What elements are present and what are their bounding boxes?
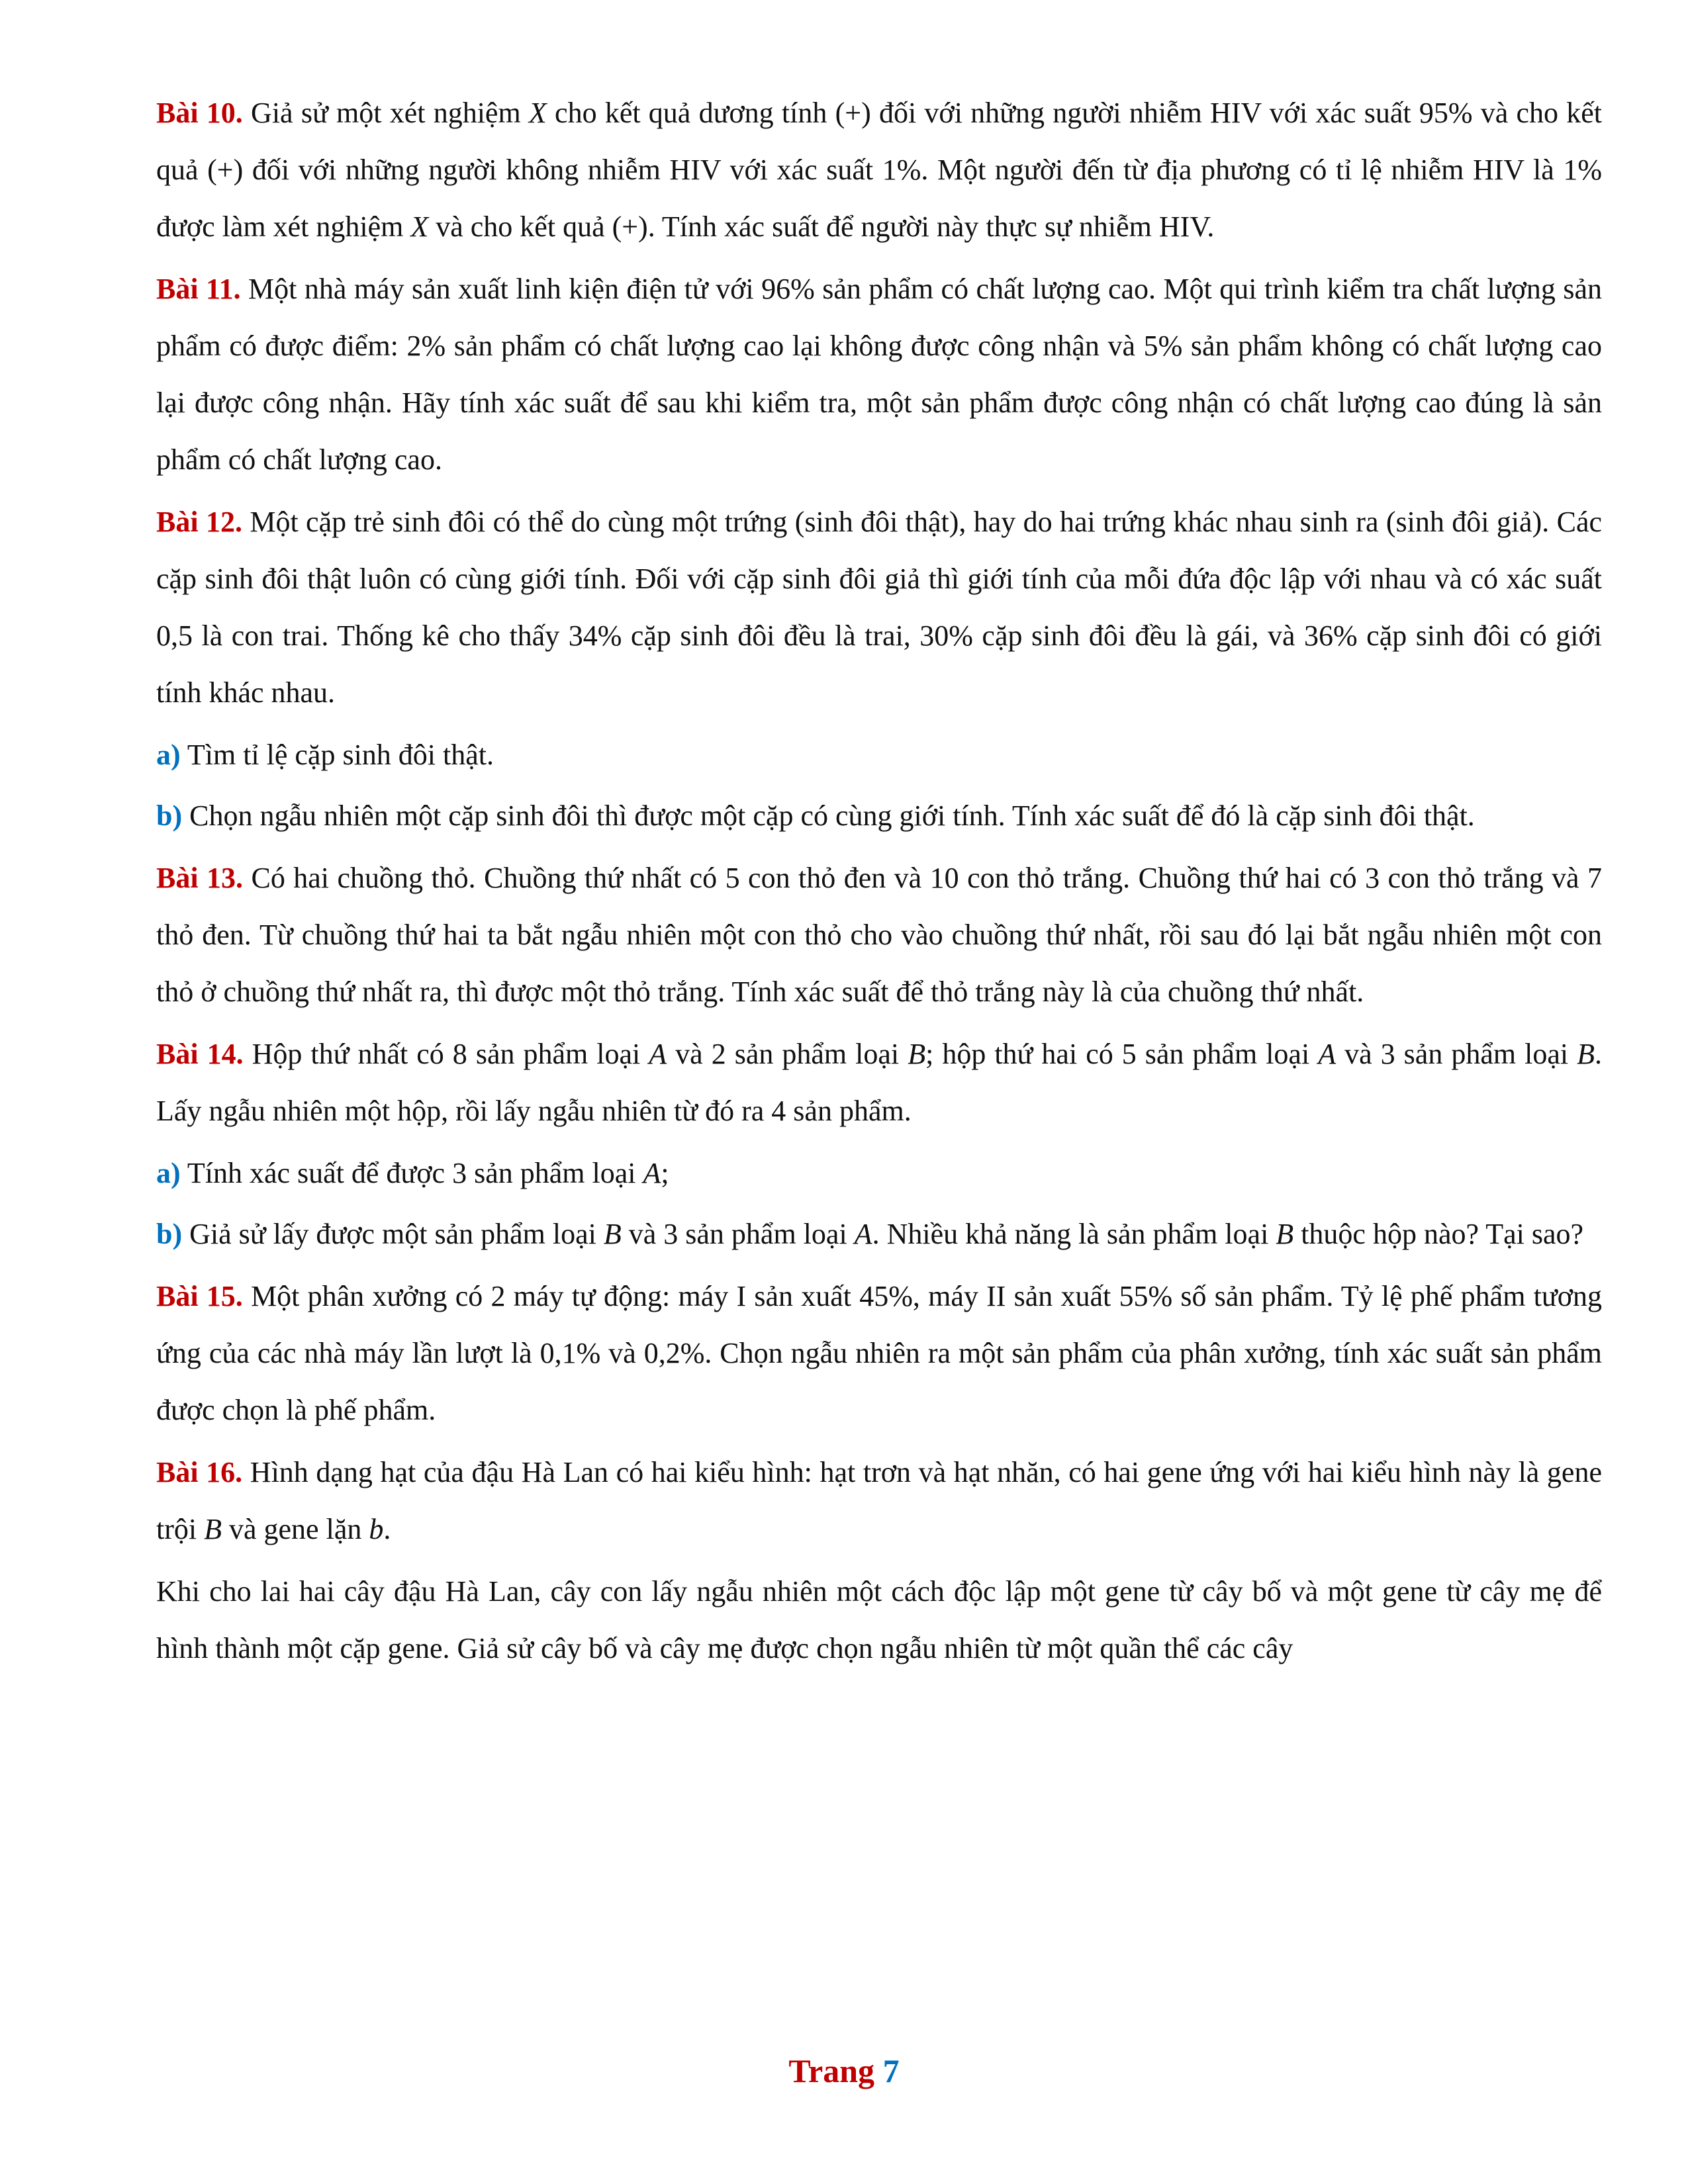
problem-15	[156, 1268, 1602, 1439]
footer-page-label: Trang	[788, 2052, 875, 2089]
problem-14-a-label: a)	[156, 1157, 181, 1189]
problem-12-text: Một cặp trẻ sinh đôi có thể do cùng một trứng (sinh đôi thật), hay do hai trứng khác nhau sinh ra (sinh đôi giả). Các cặp sinh đôi thật luôn có cùng giới tính. Đối với cặp sinh đôi giả thì giới tính của mỗi đứa độc lập với nhau và có xác suất 0,5 là con trai. Thống kê cho thấy 34% cặp sinh đôi đều là trai, 30% cặp sinh đôi đều là gái, và 36% cặp sinh đôi có giới tính khác nhau.	[156, 506, 1603, 709]
problem-14-text-5: . Lấy ngẫu nhiên một hộp, rồi lấy ngẫu nhiên từ đó ra 4 sản phẩm.	[156, 1038, 1603, 1127]
problem-14-b-label: b)	[156, 1218, 183, 1250]
footer-page-number: 7	[882, 2052, 900, 2089]
problem-16-text-1: Hình dạng hạt của đậu Hà Lan có hai kiểu hình: hạt trơn và hạt nhăn, có hai gene ứng với hai kiểu hình này là gene trội	[156, 1456, 1602, 1545]
problem-10-text-2: cho kết quả dương tính (+) đối với những người nhiễm HIV với xác suất 95% và cho kết quả (+) đối với những người không nhiễm HIV với xác suất 1%. Một người đến từ địa phương có tỉ lệ nhiễm HIV là 1% được làm xét nghiệm	[156, 97, 1602, 243]
problem-12-b-label: b)	[156, 799, 183, 832]
problem-14-b-text-3: . Nhiều khả năng là sản phẩm loại	[872, 1218, 1276, 1250]
problem-14-text-1: Hộp thứ nhất có 8 sản phẩm loại	[243, 1038, 649, 1070]
problem-16-var-b-lower: b	[369, 1513, 384, 1545]
problem-14-b-var-b-2: B	[1276, 1218, 1294, 1250]
problem-10-var-x: X	[528, 97, 547, 129]
problem-14-text-3: ; hộp thứ hai có 5 sản phẩm loại	[925, 1038, 1319, 1070]
problem-13-label: Bài 13.	[156, 862, 244, 894]
problem-14-var-a: A	[649, 1038, 667, 1070]
problem-12-label: Bài 12.	[156, 506, 242, 538]
problem-10-text-1: Giả sử một xét nghiệm	[242, 97, 529, 129]
problem-14-b-text-4: thuộc hộp nào? Tại sao?	[1293, 1218, 1584, 1250]
problem-16-paragraph-2	[156, 1563, 1602, 1677]
problem-16-text-2: và gene lặn	[222, 1513, 369, 1545]
problem-16-p2-text: Khi cho lai hai cây đậu Hà Lan, cây con lấy ngẫu nhiên một cách độc lập một gene từ cây bố và một gene từ cây mẹ để hình thành một cặp gene. Giả sử cây bố và cây mẹ được chọn ngẫu nhiên từ một quần thể các cây	[156, 1575, 1602, 1664]
problem-10	[156, 85, 1602, 255]
problem-10-label: Bài 10.	[156, 97, 243, 129]
problem-12-a-label: a)	[156, 739, 181, 771]
problem-11-text: Một nhà máy sản xuất linh kiện điện tử với 96% sản phẩm có chất lượng cao. Một qui trình kiểm tra chất lượng sản phẩm có được điểm: 2% sản phẩm có chất lượng cao lại không được công nhận và 5% sản phẩm không có chất lượng cao lại được công nhận. Hãy tính xác suất để sau khi kiểm tra, một sản phẩm được công nhận có chất lượng cao đúng là sản phẩm có chất lượng cao.	[156, 273, 1602, 476]
problem-15-text: Một phân xưởng có 2 máy tự động: máy I sản xuất 45%, máy II sản xuất 55% số sản phẩm. Tỷ lệ phế phẩm tương ứng của các nhà máy lần lượt là 0,1% và 0,2%. Chọn ngẫu nhiên ra một sản phẩm của phân xưởng, tính xác suất sản phẩm được chọn là phế phẩm.	[156, 1280, 1602, 1426]
problem-14-text-2: và 2 sản phẩm loại	[667, 1038, 908, 1070]
problem-16-label: Bài 16.	[156, 1456, 243, 1488]
problem-13	[156, 850, 1602, 1021]
problem-14-a-var-a: A	[643, 1157, 661, 1189]
problem-10-var-x-2: X	[410, 210, 429, 243]
problem-14-part-b	[156, 1206, 1602, 1263]
problem-14-var-b-2: B	[1577, 1038, 1595, 1070]
problem-13-text: Có hai chuồng thỏ. Chuồng thứ nhất có 5 con thỏ đen và 10 con thỏ trắng. Chuồng thứ hai có 3 con thỏ trắng và 7 thỏ đen. Từ chuồng thứ hai ta bắt ngẫu nhiên một con thỏ cho vào chuồng thứ nhất, rồi sau đó lại bắt ngẫu nhiên một con thỏ ở chuồng thứ nhất ra, thì được một thỏ trắng. Tính xác suất để thỏ trắng này là của chuồng thứ nhất.	[156, 862, 1602, 1008]
problem-14-b-text-1: Giả sử lấy được một sản phẩm loại	[182, 1218, 604, 1250]
problem-14-text-4: và 3 sản phẩm loại	[1336, 1038, 1577, 1070]
problem-10-text-3: và cho kết quả (+). Tính xác suất để người này thực sự nhiễm HIV.	[428, 210, 1215, 243]
problem-11-label: Bài 11.	[156, 273, 241, 305]
problem-14-b-var-a: A	[854, 1218, 872, 1250]
problem-12-a-text: Tìm tỉ lệ cặp sinh đôi thật.	[180, 739, 494, 771]
problem-14-a-text-1: Tính xác suất để được 3 sản phẩm loại	[180, 1157, 643, 1189]
problem-11	[156, 261, 1602, 488]
problem-12-part-b	[156, 788, 1602, 844]
problem-14-var-b: B	[908, 1038, 926, 1070]
problem-12-b-text: Chọn ngẫu nhiên một cặp sinh đôi thì được một cặp có cùng giới tính. Tính xác suất để đó là cặp sinh đôi thật.	[182, 799, 1475, 832]
problem-14-b-var-b: B	[603, 1218, 622, 1250]
problem-12-part-a	[156, 727, 1602, 784]
problem-12	[156, 494, 1602, 721]
problem-14-label: Bài 14.	[156, 1038, 244, 1070]
problem-16-var-b-upper: B	[204, 1513, 222, 1545]
problem-14-b-text-2: và 3 sản phẩm loại	[621, 1218, 855, 1250]
problem-15-label: Bài 15.	[156, 1280, 243, 1312]
problem-14	[156, 1026, 1602, 1140]
page-footer	[0, 2052, 1688, 2090]
document-body	[156, 85, 1602, 1682]
problem-14-part-a	[156, 1145, 1602, 1202]
problem-14-var-a-2: A	[1318, 1038, 1336, 1070]
problem-16-text-3: .	[383, 1513, 391, 1545]
problem-14-a-text-2: ;	[661, 1157, 669, 1189]
problem-16	[156, 1444, 1602, 1558]
